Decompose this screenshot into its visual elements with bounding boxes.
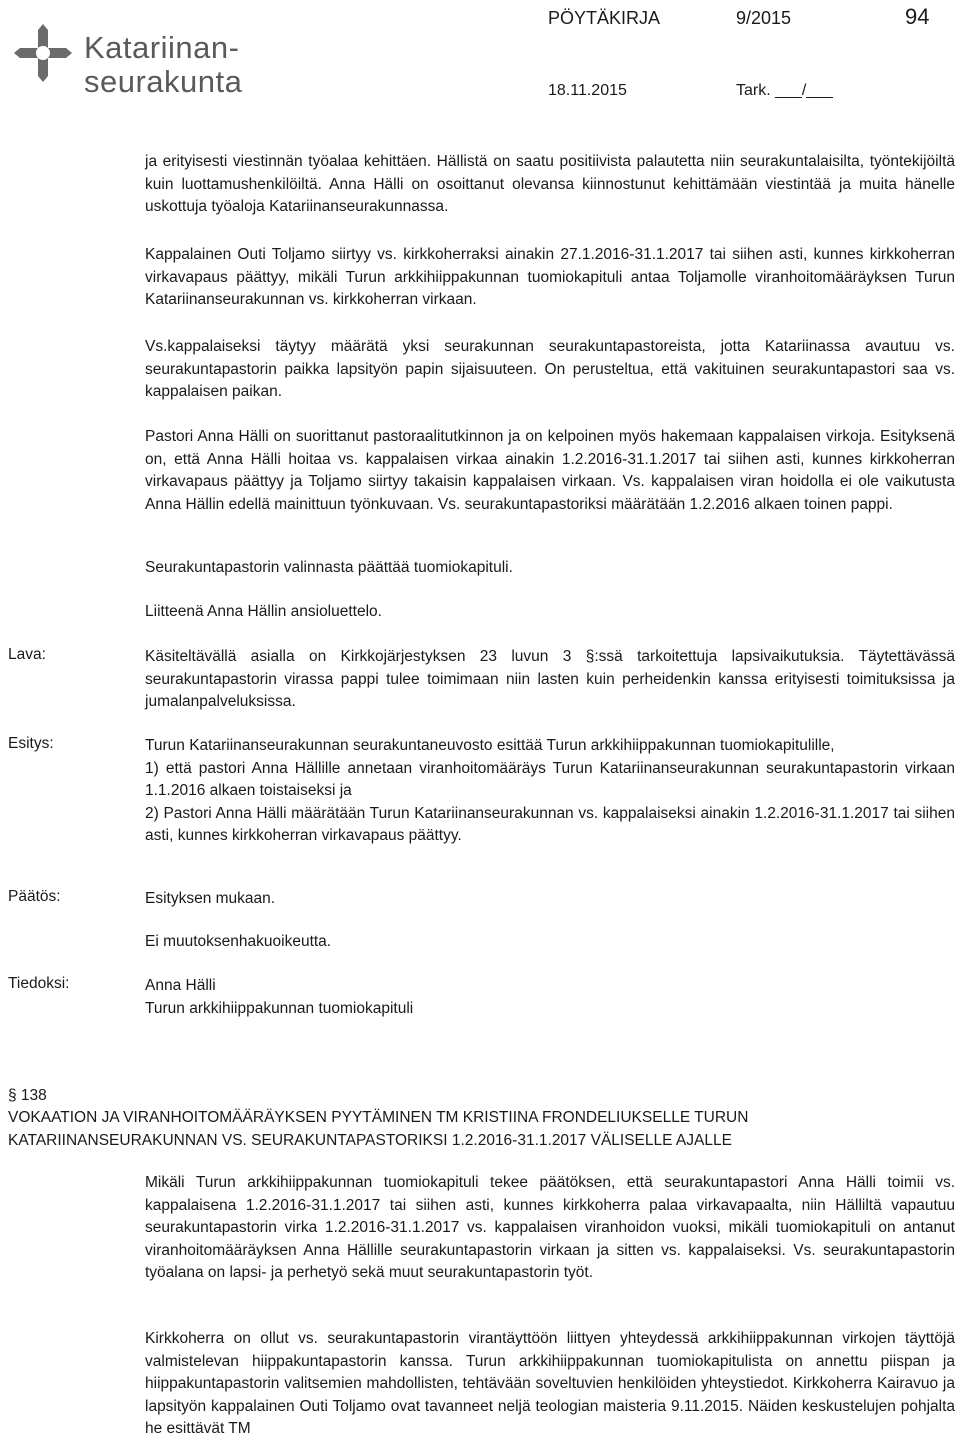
logo-text-line1: Katariinan- <box>84 30 240 65</box>
tiedoksi-line: Anna Hälli <box>145 977 216 994</box>
top-paragraph-4 <box>145 426 955 516</box>
logo-text-line2: seurakunta <box>84 64 243 99</box>
section-paragraph-2 <box>145 1328 955 1441</box>
paragraph-text: Liitteenä Anna Hällin ansioluettelo. <box>145 603 382 620</box>
top-paragraph-3 <box>145 336 955 404</box>
checked-field: Tark. ___/___ <box>736 82 833 99</box>
esitys-line: 2) Pastori Anna Hälli määrätään Turun Katariinanseurakunnan vs. kappalaiseksi ainakin 1.2.2016-31.1.2017 tai siihen asti, kunnes kirkkoherran virkavapaus päättyy. <box>145 804 955 845</box>
top-paragraph-6 <box>145 601 955 624</box>
section-title: VOKAATION JA VIRANHOITOMÄÄRÄYKSEN PYYTÄMINEN TM KRISTIINA FRONDELIUKSELLE TURUN KATARIINANSEURAKUNNAN VS. SEURAKUNTAPASTORIKSI 1.2.2016-31.1.2017 VÄLISELLE AJALLE <box>8 1109 749 1149</box>
cross-logo-icon <box>12 22 74 84</box>
esitys-line: 1) että pastori Anna Hällille annetaan viranhoitomääräys Turun Katariinanseurakunnan seurakuntapastorin virkaan 1.1.2016 alkaen toistaiseksi ja <box>145 759 955 800</box>
paatos-label: Päätös: <box>8 888 61 905</box>
section-number: § 138 <box>8 1087 47 1104</box>
lava-text-block <box>145 646 955 714</box>
esitys-label: Esitys: <box>8 735 54 752</box>
meeting-date: 18.11.2015 <box>548 82 627 99</box>
top-paragraph-1 <box>145 151 955 219</box>
esitys-line: Turun Katariinanseurakunnan seurakuntaneuvosto esittää Turun arkkihiippakunnan tuomiokapitulille, <box>145 737 835 754</box>
doc-number: 9/2015 <box>736 8 792 28</box>
top-paragraph-5 <box>145 557 955 580</box>
doc-type: PÖYTÄKIRJA <box>548 8 661 28</box>
lava-label: Lava: <box>8 646 46 663</box>
parish-logo <box>8 14 298 99</box>
section-paragraph-1 <box>145 1172 955 1285</box>
paragraph-text: Kappalainen Outi Toljamo siirtyy vs. kirkkoherraksi ainakin 27.1.2016-31.1.2017 tai siihen asti, kunnes kirkkoherran virkavapaus päättyy, mikäli Turun arkkihiippakunnan tuomiokapituli antaa Toljamolle viranhoitomääräyksen Turun Katariinanseurakunnan vs. kirkkoherran virkaan. <box>145 246 955 309</box>
paatos-line-2: Ei muutoksenhakuoikeutta. <box>145 933 332 950</box>
paragraph-text: Mikäli Turun arkkihiippakunnan tuomiokapituli tekee päätöksen, että seurakuntapastori Anna Hälli toimii vs. kappalaisena 1.2.2016-31.1.2017 tai siihen asti, kunnes kirkkoherra palaa virkavapaalta, niin Hälliltä vapautuu seurakuntapastorin virka 1.2.2016-31.1.2017 vs. kappalaisen viranhoidon vuoksi, mikäli tuomiokapituli on antanut viranhoitomääräyksen Anna Hällille seurakuntapastorin virkaan ja sitten vs. kappalaiseksi. Vs. seurakuntapastorin työalana on lapsi- ja perhetyö sekä muut seurakuntapastorin työt. <box>145 1174 955 1282</box>
page-number: 94 <box>905 4 930 29</box>
top-paragraph-2 <box>145 244 955 312</box>
paragraph-text: Kirkkoherra on ollut vs. seurakuntapastorin virantäyttöön liittyen yhteydessä arkkihiippakunnan virkojen täyttöjä valmistelevan hiippakuntapastorin kanssa. Turun arkkihiippakunnan tuomiokapitulista on annettu piispan ja hiippakuntapastorin valitsemien mahdollisten, tehtävään soveltuvien henkilöiden yhteystiedot. Kirkkoherra Kairavuo ja lapsityön kappalainen Outi Toljamo ovat tavanneet neljä teologian maisteria 9.11.2015. Näiden keskustelujen pohjalta he esittävät TM <box>145 1330 955 1438</box>
paragraph-text: Vs.kappalaiseksi täytyy määrätä yksi seurakunnan seurakuntapastoreista, jotta Katariinassa avautuu vs. seurakuntapastorin paikka lapsityön papin sijaisuuteen. On perusteltua, että vakituinen seurakuntapastori saa vs. kappalaisen paikan. <box>145 338 955 401</box>
esitys-block <box>145 735 955 848</box>
paragraph-text: Pastori Anna Hälli on suorittanut pastoraalitutkinnon ja on kelpoinen myös hakemaan kappalaisen virkoja. Esityksenä on, että Anna Hälli hoitaa vs. kappalaisen virkaa ainakin 1.2.2016-31.1.2017 tai siihen asti, kunnes kirkkoherran virkavapaus päättyy ja Toljamo siirtyy takaisin kappalaisen virkaan. Vs. kappalaisen viran hoidolla ei ole vaikutusta Anna Hällin edellä mainittuun työnkuvaan. Vs. seurakuntapastoriksi määrätään 1.2.2016 alkaen toinen pappi. <box>145 428 955 513</box>
tiedoksi-block <box>145 975 955 1020</box>
lava-text: Käsiteltävällä asialla on Kirkkojärjestyksen 23 luvun 3 §:ssä tarkoitettuja lapsivaikutuksia. Täytettävässä seurakuntapastorin virassa pappi tulee toimimaan niin lasten kuin perheidenkin kanssa erityisesti toimituksissa ja jumalanpalveluksissa. <box>145 648 955 711</box>
paatos-line-1: Esityksen mukaan. <box>145 890 276 907</box>
paragraph-text: ja erityisesti viestinnän työalaa kehittäen. Hällistä on saatu positiivista palautetta niin seurakuntalaisilta, työntekijöiltä kuin luottamushenkilöiltä. Anna Hälli on osoittanut olevansa kiinnostunut kehittämään viestintää ja muita hänelle uskottuja työaloja Katariinanseurakunnassa. <box>145 153 955 216</box>
paragraph-text: Seurakuntapastorin valinnasta päättää tuomiokapituli. <box>145 559 513 576</box>
tiedoksi-line: Turun arkkihiippakunnan tuomiokapituli <box>145 999 414 1017</box>
tiedoksi-label: Tiedoksi: <box>8 975 70 992</box>
